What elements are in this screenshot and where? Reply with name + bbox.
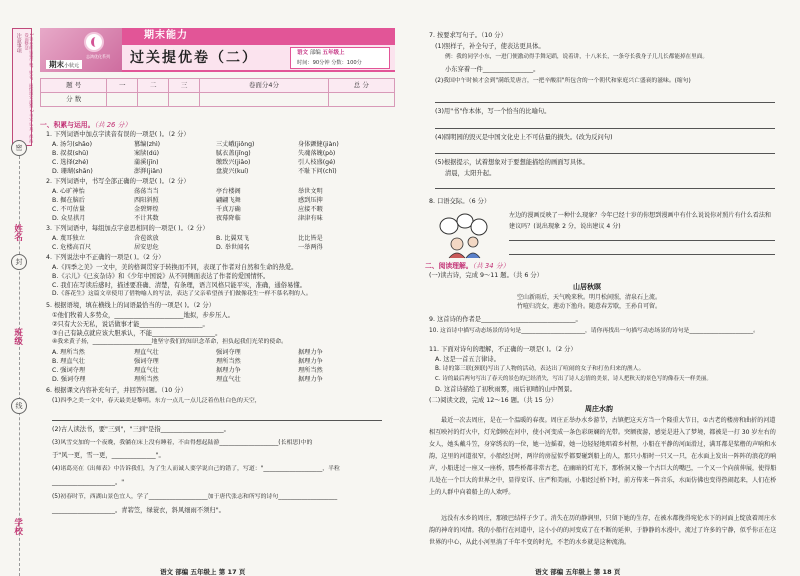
publisher: 部编 — [309, 50, 321, 56]
binding-gutter — [0, 28, 34, 576]
section-title: 一、积累与运用。 — [40, 121, 95, 129]
option-text: 居安思危 — [134, 244, 159, 251]
q5-sentence-1: ①他们牧着人多势众，______________________地拟，步步压人。 — [52, 312, 234, 319]
options-row — [52, 206, 380, 214]
options-row — [52, 235, 380, 243]
options-row — [52, 367, 380, 375]
option-text: 蒲溪(jīn) — [134, 159, 159, 166]
option-text: 千真万确 — [216, 206, 241, 213]
notice-title: 注意事项 — [15, 33, 22, 53]
option-text: 理所当然 — [298, 367, 323, 374]
table-cell: 分 数 — [41, 93, 107, 107]
seal-dash-line — [19, 156, 20, 576]
reading-2-intro: (二)阅读文段，完成 12～16 题。（共 15 分） — [429, 397, 558, 404]
option-c[interactable]: C. 不可估量 — [52, 206, 86, 213]
option-text: 理所当然 — [134, 376, 159, 383]
right-page — [425, 28, 780, 576]
option-text: 夜幕降临 — [216, 215, 241, 222]
option-b[interactable]: B. 比翼双飞 — [216, 235, 249, 242]
notice-box — [12, 28, 35, 146]
option-text: 篡编(zhì) — [134, 141, 161, 148]
options-row — [52, 358, 380, 366]
answer-line[interactable] — [52, 420, 382, 421]
option-d[interactable]: D.《落花生》这篇文章使用了借物喻人的写法，表达了父亲希望孩子们做像花生一样不慕名利的人。 — [52, 291, 312, 297]
option-text: 理所当然 — [216, 358, 241, 365]
option-text: 据理力争 — [298, 376, 323, 383]
question-1: 1. 下列词语中加点字读音有误的一项是( )。（2 分） — [46, 131, 190, 138]
option-c[interactable]: C. 我们在写读后感时，描述要准确、清楚，有条理，语言风格只能平实，准确，通俗易懂。 — [52, 282, 306, 289]
question-3: 3. 下列词语中，每组加点字意思相同的一项是( )。（2 分） — [46, 225, 209, 232]
option-text: 比比皆是 — [298, 235, 323, 242]
option-text: 津津有味 — [298, 215, 323, 222]
option-d[interactable]: D. 众星拱月 — [52, 215, 86, 222]
option-text: 理直气壮 — [216, 376, 241, 383]
q6-item-3: (3)风雪交加的一个夜晚，我躺在床上没有睡着，不由得想起陆游____________________(长相思)中的 — [52, 440, 313, 446]
cartoon-illustration — [435, 210, 491, 260]
question-9: 9. 这首诗的作者是______________________________。 — [429, 316, 582, 323]
option-a[interactable]: A. 蔑耳独立 — [52, 235, 85, 242]
q7-item-3: (3)用"书"作本体，写一个恰当的比喻句。 — [435, 108, 551, 115]
seal-mark-feng: 封 — [11, 254, 27, 270]
table-cell: 卷面分4分 — [200, 79, 328, 93]
option-c[interactable]: C. 强词夺理 — [52, 367, 86, 374]
answer-line[interactable] — [435, 128, 775, 129]
school-label: 学校 — [12, 518, 23, 535]
option-text: 含苞欲放 — [134, 235, 159, 242]
reading-1-intro: (一)读古诗，完成 9～11 题。（共 6 分） — [429, 272, 543, 279]
option-text: 强词夺理 — [134, 358, 159, 365]
stripe-title: 期末能力 — [144, 30, 188, 41]
option-text: 不耻下问(chǐ) — [298, 168, 337, 175]
options-row — [52, 141, 380, 149]
option-text: 不计其数 — [134, 215, 159, 222]
question-4: 4. 下列说法中不正确的一项是( )。（2 分） — [46, 254, 165, 261]
option-a[interactable]: A.《四季之美》一文中，美的格调贯穿于转换而不同，表现了作者对自然和生命的热爱。 — [52, 264, 298, 271]
option-b[interactable]: B. 理直气壮 — [52, 358, 85, 365]
section-heading — [40, 121, 131, 129]
score-input-cell[interactable] — [328, 93, 394, 107]
banner-stripe — [122, 28, 395, 45]
exam-meta — [290, 47, 390, 69]
question-7: 7. 按要求写句子。（10 分） — [429, 32, 507, 39]
options-row — [52, 349, 380, 357]
option-d[interactable]: D. 这首诗描绘了初秋雨雾，雨后初晴的山中图景。 — [435, 386, 577, 393]
option-text: 应接不暇 — [298, 206, 323, 213]
option-text: 荡荡当当 — [134, 188, 159, 195]
q5-sentence-3: ③自己有缺点就应该大胆承认，不能____________________。 — [52, 330, 222, 337]
score-input-cell[interactable] — [200, 93, 328, 107]
option-text: 据理力争 — [298, 349, 323, 356]
table-row — [41, 93, 395, 107]
answer-line[interactable] — [509, 240, 775, 241]
page-footer: 语文 部编 五年级上 第 17 页 — [160, 568, 246, 576]
answer-line[interactable] — [435, 102, 775, 103]
notice-text: 1.答卷前请将学校、姓名、班级填写清楚 2.书写认真，保持卷面整洁 — [24, 33, 35, 143]
option-c[interactable]: C. 诗的最后两句写出了春天的景色的已经消失，写出了诗人忘情的美景，诗人把秋天的景色写的像春天一样美丽。 — [435, 376, 712, 382]
q6-item-5: (5)初春时节，西湖山景色宜人，学了____________________加于唐代张志和所写的诗句____________________ — [52, 494, 338, 500]
option-text: 腻衣盖(jǐng) — [216, 150, 251, 157]
option-text: 强词夺理 — [216, 349, 241, 356]
q7-item-1: (1)照样子，补全句子，使表达更具体。 — [435, 43, 545, 50]
option-text: 据理力争 — [298, 358, 323, 365]
q7-item-1-task: 小东穿着一件________________。 — [445, 66, 540, 73]
article-paragraph: 最近一次去周庄，是在一个温暖的春夜。周庄正举办水乡游节，古镇把这天方当一个隆重大节日，①古老的楼房和曲折的河道相互映衬的灯火中，灯光倒映在河中，使小河变成一条色彩斑斓的光带。突额夜游，感觉是进入了梦境，都被是一打 30 岁左右的女人，她头戴斗笠，身穿绣衣的一位，她一边摇着，她一边轻轻地唱着乡村俚，小船在平静的河面滑过，满耳都是桨橹的声响和水韵，这里的河道很窄，小船经过时，两岸的房屋似乎都要碰到船上的人，那只小船时一只又一只，在水面上发出一阵阵的浪花的响声，小船进过一座又一座桥，那些桥都非常古老，在幽暗的灯光下，那桥洞又像一个古巨大的嘴巴，一个又一个向前伸展，使得船儿处在一个巨大的世界之中，显得安详、庄严和美丽，小船经过桥下时，前方传来一阵音乐，水面仿佛也变得热闹起来，人们在桥上的人群中向着船上的人欢呼。 — [429, 417, 777, 496]
option-text: 理直气壮 — [134, 367, 159, 374]
table-cell: 一 — [107, 79, 138, 93]
brand-sub: 小状元 — [64, 63, 80, 69]
option-text: 翩翩飞舞 — [216, 197, 241, 204]
option-text: 身体颤健(jiàn) — [298, 141, 339, 148]
brand-logo-icon — [84, 32, 104, 52]
poem-line: 空山新雨后，天气晚来秋。明月松间照，清泉石上流。 — [517, 294, 662, 301]
options-row — [52, 244, 380, 252]
option-d[interactable]: D. 强词夺理 — [52, 376, 86, 383]
q7-item-5-prompt: 清晨，太阳升起。 — [445, 170, 496, 177]
table-cell: 题 号 — [41, 79, 107, 93]
answer-line[interactable] — [435, 188, 775, 189]
option-b[interactable]: B.《示儿》《已亥杂诗》和《少年中国说》从不同侧面表达了作者的爱国情怀。 — [52, 273, 270, 280]
option-text: 引人枝盛(gé) — [298, 159, 336, 166]
q6-item-3b: 于"风一更，雪一更，______________"。 — [52, 452, 165, 459]
section-points: （共 34 分） — [472, 262, 510, 270]
options-row — [52, 159, 380, 167]
q6-item-1: (1)四季之美一文中，春天最美是黎明。东方一点儿一点儿泛着鱼肚白色的天空， — [52, 398, 261, 404]
question-2: 2. 下列词语中，书写全部正确的一项是( )。（2 分） — [46, 178, 190, 185]
section-title: 二、阅读理解。 — [425, 262, 473, 270]
option-b[interactable]: B. 掘在脑后 — [52, 197, 85, 204]
question-5: 5. 根据语境，填在横线上的词语最恰当的一项是( )。（2 分） — [46, 302, 215, 309]
option-c[interactable]: C. 选择(zhé) — [52, 159, 89, 166]
grade: 五年级上 — [322, 50, 345, 56]
section-points: （共 26 分） — [94, 121, 132, 129]
options-row — [52, 188, 380, 196]
option-text: 失魂落魄(pò) — [298, 150, 336, 157]
table-cell: 二 — [138, 79, 169, 93]
option-a[interactable]: A. 这是一首五言律诗。 — [435, 356, 500, 363]
seal-mark-mi: 密 — [11, 140, 27, 156]
brand-name — [46, 60, 82, 69]
score-input-cell[interactable] — [107, 93, 138, 107]
option-text: 三丈峨(jiǒng) — [216, 141, 255, 148]
subject: 语文 — [297, 50, 309, 56]
q8-prompt: 左边的漫画反映了一种什么现象？今年已经十岁的你想到漫画中有什么说说你对照片有什么看法和建议吗？(说出现象 2 分，说出建议 4 分) — [509, 212, 772, 230]
options-row — [52, 150, 380, 158]
option-text: 缴致兴(jiāo) — [216, 159, 251, 166]
q6-item-4: (4)诸葛亮在《出师表》中告诉我们，为了生人而诚人要学说自己的错了，写道："____________________，半粒 — [52, 466, 340, 472]
q7-item-4: (4)圆明园的毁灭是中国文化史上不可估量的损失。(改为反问句) — [435, 134, 613, 141]
options-row — [52, 168, 380, 176]
answer-line[interactable] — [509, 254, 775, 255]
options-row — [52, 376, 380, 384]
options-row — [52, 215, 380, 223]
article-paragraph: 远没有水乡的周庄，那般巴结样子少了。消失在历的静润里，只留下她的生存，在被水都挽得宛伦水下的河面上绽放着周庄水韵的神奇的风情。我的小船行在河道中，这小小的的河变成了在不断的延伸，于静静的水漫中，流过了许多的宁静，似乎你正在这世界的中心，从此小河里淌了千年不变的时光，不老的水乡就是这种流淌。 — [429, 515, 777, 546]
option-d[interactable]: D. 珊瑚(shān) — [52, 168, 93, 175]
question-11: 11. 下面对诗句的理解，不正确的一项是( )。（2 分） — [429, 346, 577, 353]
option-b[interactable]: B. 叔叔(shū) — [52, 150, 89, 157]
q5-sentence-4: ④我来黄子扬，____________________地坚守我们的知识念革命，担负起我们光荣的使命。 — [52, 339, 288, 345]
page-title: 过关提优卷（二） — [130, 50, 258, 66]
poem-title: 山居秋暝 — [573, 283, 601, 291]
option-text: 一举两得 — [298, 244, 323, 251]
score-table — [40, 78, 395, 107]
article-title: 周庄水韵 — [585, 405, 613, 413]
option-a[interactable]: A. 理所当然 — [52, 349, 85, 356]
option-text: 据理力争 — [216, 367, 241, 374]
option-a[interactable]: A. 心旷神怡 — [52, 188, 85, 195]
option-text: 盘旋兴(kuí) — [216, 168, 249, 175]
poem-line: 竹喧归浣女，莲动下渔舟。随意春芳歇，王孙自可留。 — [517, 303, 662, 310]
option-text: 理直气壮 — [134, 349, 159, 356]
q6-item-4b: ____________________。" — [52, 479, 125, 486]
option-text: 澎湃(jiǎn) — [134, 168, 163, 175]
table-cell: 总 分 — [328, 79, 394, 93]
options-row — [52, 197, 380, 205]
table-cell: 三 — [169, 79, 200, 93]
question-8: 8. 口语交际。（6 分） — [429, 198, 491, 205]
option-c[interactable]: C. 危楼高百尺 — [52, 244, 92, 251]
left-page — [40, 28, 395, 576]
exam-score: 分数：100分 — [331, 60, 362, 66]
option-text: 西阳斜照 — [134, 197, 159, 204]
brand-main: 期末 — [49, 60, 64, 69]
q6-item-2: (2)古人读法书，要"三到"，"三到"是指____________________。 — [52, 426, 230, 433]
class-label: 班级 — [12, 328, 23, 345]
question-6: 6. 根据课文内容补充句子，并回答问题。（10 分） — [46, 387, 187, 394]
name-label: 姓名 — [12, 224, 23, 241]
option-text: 亭台楼阁 — [216, 188, 241, 195]
header-banner — [40, 28, 395, 72]
question-10: 10. 这首诗中描写动态场景的诗句是______________________，请你再找出一句描写动态场景的诗句是______________________。 — [429, 328, 759, 334]
option-b[interactable]: B. 诗的第三联(颈联)写出了人物的活动，表达出了喧闹的女子和打鱼归来的渔人。 — [435, 366, 645, 372]
table-row — [41, 79, 395, 93]
option-a[interactable]: A. 汤匀(shāo) — [52, 141, 92, 148]
option-d[interactable]: D. 举世闻名 — [216, 244, 250, 251]
option-text: 举世文明 — [298, 188, 323, 195]
page-footer: 语文 部编 五年级上 第 18 页 — [535, 568, 621, 576]
exam-time: 时间：90分钟 — [297, 60, 330, 66]
logo-caption: 志鸿优化系列 — [86, 54, 110, 59]
q7-item-5: (5)根据提示，试着想象对于要想能描绘的画面写具体。 — [435, 159, 589, 166]
option-text: 感到压抑 — [298, 197, 323, 204]
q7-example: 例：我的同学小东，一进门便激动得手舞足蹈，说着讲，十八米长，一条夸长我身子几儿长都能掉在里面。 — [445, 54, 708, 60]
section-heading — [425, 262, 509, 270]
q5-sentence-2: ②只有大公无私，说话做事才能____________________。 — [52, 321, 209, 328]
q6-item-5b: ____________________。青箬笠，绿蓑衣，斜风细雨不须归"。 — [52, 507, 225, 514]
q7-item-2: (2)我国中午时候才会到"满纸荒唐言，一把辛酸泪"所包含的一个朝代和家庭兴亡盛衰的滋味。(缩句) — [435, 78, 691, 84]
seal-mark-xian: 线 — [11, 398, 27, 414]
score-input-cell[interactable] — [138, 93, 169, 107]
score-input-cell[interactable] — [169, 93, 200, 107]
option-text: 金碧辉煌 — [134, 206, 159, 213]
option-text: 案牍(dú) — [134, 150, 160, 157]
answer-line[interactable] — [435, 153, 775, 154]
